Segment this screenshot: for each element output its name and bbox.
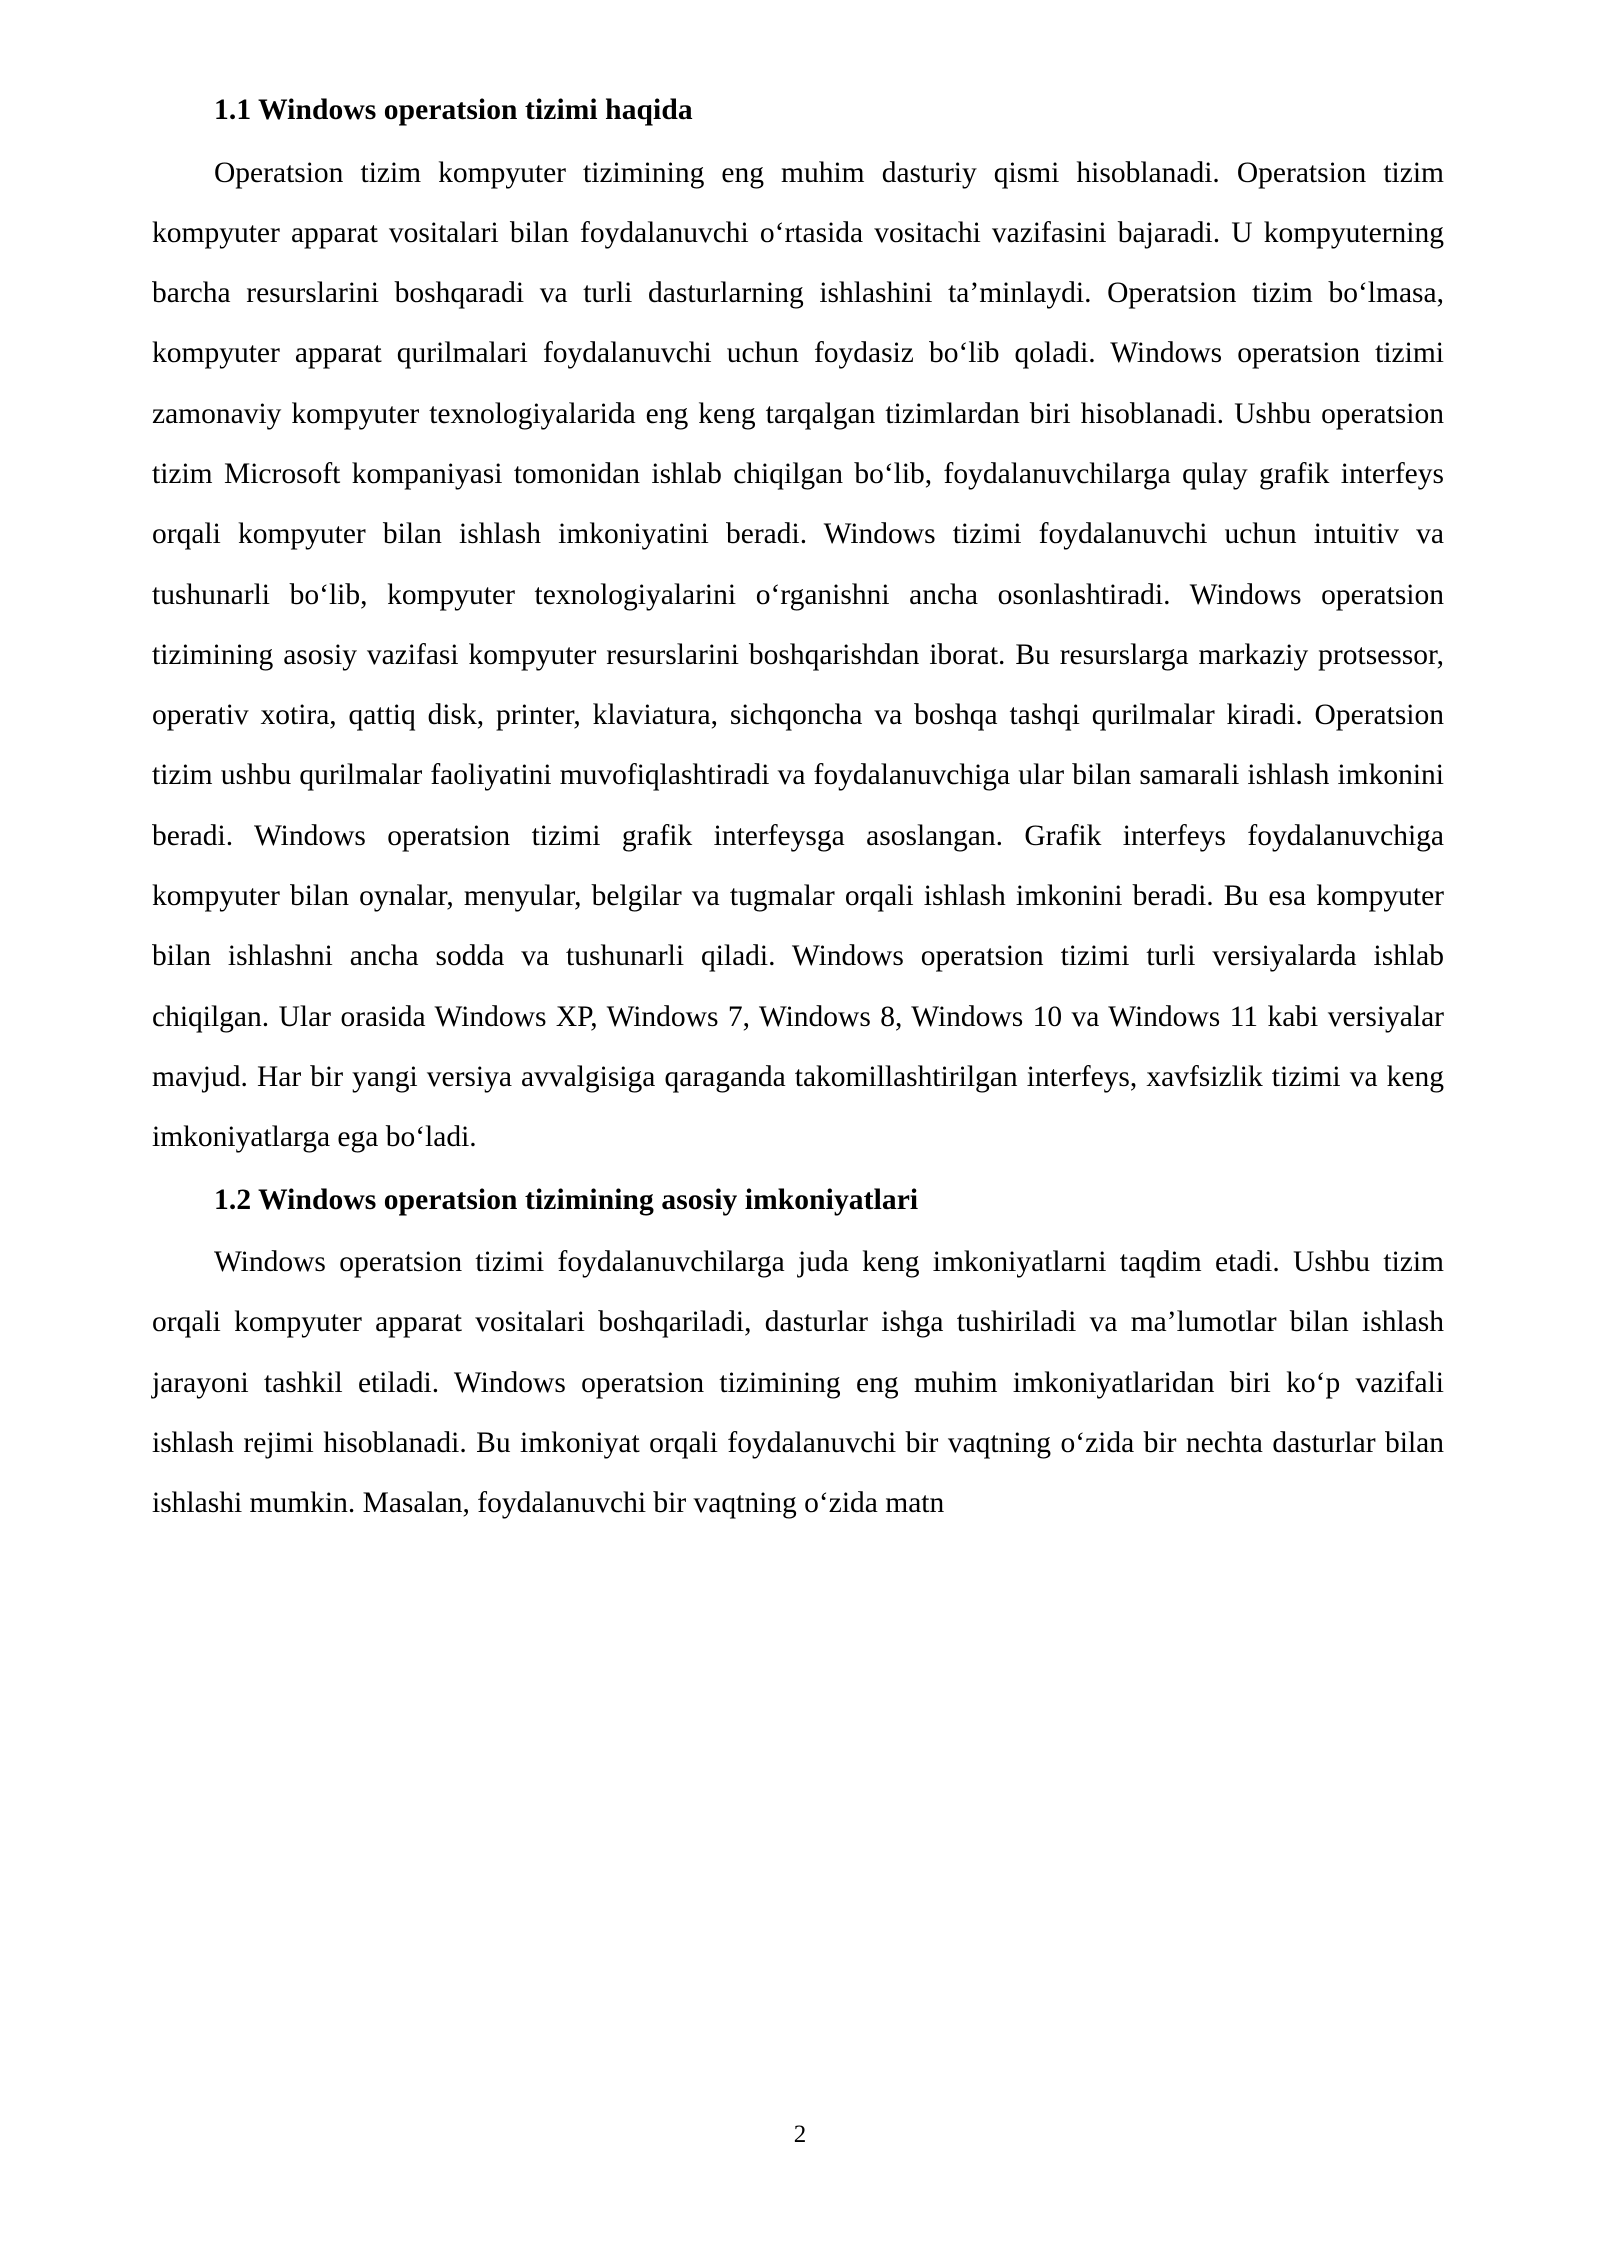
page-content bbox=[152, 96, 1444, 1534]
section-paragraph-1-2: Windows operatsion tizimi foydalanuvchilarga juda keng imkoniyatlarni taqdim etadi. Ushbu tizim orqali kompyuter apparat vositalari boshqariladi, dasturlar ishga tushiriladi va ma’lumotlar bilan ishlash jarayoni tashkil etiladi. Windows operatsion tizimining eng muhim imkoniyatlaridan biri ko‘p vazifali ishlash rejimi hisoblanadi. Bu imkoniyat orqali foydalanuvchi bir vaqtning o‘zida bir nechta dasturlar bilan ishlashi mumkin. Masalan, foydalanuvchi bir vaqtning o‘zida matn bbox=[152, 1246, 1444, 1520]
page-number: 2 bbox=[793, 2121, 807, 2148]
section-heading-1-1: 1.1 Windows operatsion tizimi haqida bbox=[214, 94, 693, 126]
section-paragraph-1-1: Operatsion tizim kompyuter tizimining eng muhim dasturiy qismi hisoblanadi. Operatsion tizim kompyuter apparat vositalari bilan foydalanuvchi o‘rtasida vositachi vazifasini bajaradi. U kompyuterning barcha resurslarini boshqaradi va turli dasturlarning ishlashini ta’minlaydi. Operatsion tizim bo‘lmasa, kompyuter apparat qurilmalari foydalanuvchi uchun foydasiz bo‘lib qoladi. Windows operatsion tizimi zamonaviy kompyuter texnologiyalarida eng keng tarqalgan tizimlardan biri hisoblanadi. Ushbu operatsion tizim Microsoft kompaniyasi tomonidan ishlab chiqilgan bo‘lib, foydalanuvchilarga qulay grafik interfeys orqali kompyuter bilan ishlash imkoniyatini beradi. Windows tizimi foydalanuvchi uchun intuitiv va tushunarli bo‘lib, kompyuter texnologiyalarini o‘rganishni ancha osonlashtiradi. Windows operatsion tizimining asosiy vazifasi kompyuter resurslarini boshqarishdan iborat. Bu resurslarga markaziy protsessor, operativ xotira, qattiq disk, printer, klaviatura, sichqoncha va boshqa tashqi qurilmalar kiradi. Operatsion tizim ushbu qurilmalar faoliyatini muvofiqlashtiradi va foydalanuvchiga ular bilan samarali ishlash imkonini beradi. Windows operatsion tizimi grafik interfeysga asoslangan. Grafik interfeys foydalanuvchiga kompyuter bilan oynalar, menyular, belgilar va tugmalar orqali ishlash imkonini beradi. Bu esa kompyuter bilan ishlashni ancha sodda va tushunarli qiladi. Windows operatsion tizimi turli versiyalarda ishlab chiqilgan. Ular orasida Windows XP, Windows 7, Windows 8, Windows 10 va Windows 11 kabi versiyalar mavjud. Har bir yangi versiya avvalgisiga qaraganda takomillashtirilgan interfeys, xavfsizlik tizimi va keng imkoniyatlarga ega bo‘ladi. bbox=[152, 156, 1444, 1154]
section-heading-1-2: 1.2 Windows operatsion tizimining asosiy imkoniyatlari bbox=[214, 1183, 919, 1216]
